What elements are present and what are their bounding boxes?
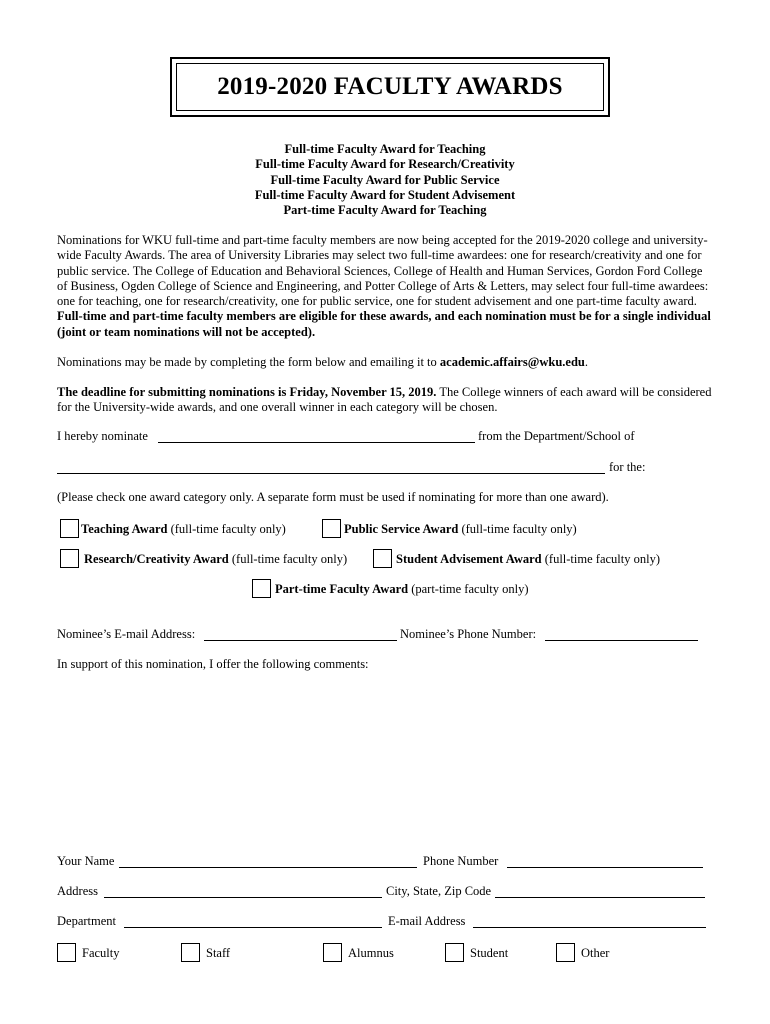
research-award-checkbox[interactable] xyxy=(60,549,79,568)
award-item: Part-time Faculty Award for Teaching xyxy=(283,203,487,218)
comments-label: In support of this nomination, I offer the following comments: xyxy=(57,657,369,671)
email-note xyxy=(57,355,713,370)
alumnus-checkbox[interactable] xyxy=(323,943,342,962)
staff-checkbox[interactable] xyxy=(181,943,200,962)
teaching-award-note: (full-time faculty only) xyxy=(167,522,286,536)
teaching-award-label xyxy=(81,521,286,537)
email-address-field[interactable] xyxy=(473,926,706,928)
award-item: Full-time Faculty Award for Public Service xyxy=(270,172,500,187)
nominate-suffix: for the: xyxy=(609,460,646,474)
public-service-award-name: Public Service Award xyxy=(344,522,459,536)
department-school-field[interactable] xyxy=(57,472,605,474)
your-name-field[interactable] xyxy=(119,866,417,868)
email-note-end: . xyxy=(584,355,588,369)
part-time-award-name: Part-time Faculty Award xyxy=(275,582,409,596)
staff-label: Staff xyxy=(206,946,231,960)
intro-bold-text: Full-time and part-time faculty members are eligible for these awards, and each nomination must be for a single individual (joint or team nominations will not be accepted). xyxy=(57,309,711,339)
part-time-award-checkbox[interactable] xyxy=(252,579,271,598)
alumnus-label: Alumnus xyxy=(348,946,394,960)
nominee-phone-field[interactable] xyxy=(545,639,698,641)
advisement-award-name: Student Advisement Award xyxy=(396,552,542,566)
other-label: Other xyxy=(581,946,610,960)
check-note: (Please check one award category only. A separate form must be used if nominating for more than one award). xyxy=(57,490,609,504)
department-field[interactable] xyxy=(124,926,382,928)
part-time-award-note: (part-time faculty only) xyxy=(408,582,529,596)
research-award-name: Research/Creativity Award xyxy=(84,552,229,566)
comments-area[interactable] xyxy=(57,680,713,840)
teaching-award-name: Teaching Award xyxy=(81,522,168,536)
email-address-label: E-mail Address xyxy=(388,914,466,928)
your-name-label: Your Name xyxy=(57,854,115,868)
public-service-award-note: (full-time faculty only) xyxy=(458,522,577,536)
deadline-bold: The deadline for submitting nominations is Friday, November 15, 2019. xyxy=(57,385,437,399)
part-time-award-label xyxy=(275,581,529,597)
advisement-award-note: (full-time faculty only) xyxy=(541,552,660,566)
nominate-middle: from the Department/School of xyxy=(478,429,635,443)
nominee-email-label: Nominee’s E-mail Address: xyxy=(57,627,196,641)
advisement-award-label xyxy=(396,551,660,567)
deadline-text: The College winners of each award will be considered for the University-wide awards, and one overall winner in each category will be chosen. xyxy=(57,385,712,415)
advisement-award-checkbox[interactable] xyxy=(373,549,392,568)
nominee-email-field[interactable] xyxy=(204,639,397,641)
student-checkbox[interactable] xyxy=(445,943,464,962)
award-item: Full-time Faculty Award for Student Advisement xyxy=(254,187,516,202)
address-field[interactable] xyxy=(104,896,382,898)
awards-list xyxy=(0,142,770,218)
faculty-checkbox[interactable] xyxy=(57,943,76,962)
other-checkbox[interactable] xyxy=(556,943,575,962)
research-award-label xyxy=(84,551,347,567)
faculty-label: Faculty xyxy=(82,946,120,960)
public-service-award-checkbox[interactable] xyxy=(322,519,341,538)
nominee-name-field[interactable] xyxy=(158,441,475,443)
address-label: Address xyxy=(57,884,98,898)
award-item: Full-time Faculty Award for Research/Creativity xyxy=(255,157,515,172)
deadline-paragraph xyxy=(57,385,713,416)
title-box xyxy=(170,57,610,117)
phone-number-label: Phone Number xyxy=(423,854,499,868)
student-label: Student xyxy=(470,946,509,960)
research-award-note: (full-time faculty only) xyxy=(228,552,348,566)
intro-text: Nominations for WKU full-time and part-time faculty members are now being accepted for the 2019-2020 college and university-wide Faculty Awards. The area of University Libraries may select two full-time awardees: one for research/creativity and one for public service. The College of Education and Behavioral Sciences, College of Health and Human Services, Gordon Ford College of Business, Ogden College of Science and Engineering, and Potter College of Arts & Letters, may select four full-time awardees: one for teaching, one for research/creativity, one for public service, one for student advisement and one part-time faculty award. xyxy=(57,233,709,309)
nominate-prefix: I hereby nominate xyxy=(57,429,148,443)
contact-email-link[interactable]: academic.affairs@wku.edu xyxy=(439,355,585,369)
department-label: Department xyxy=(57,914,117,928)
phone-number-field[interactable] xyxy=(507,866,703,868)
page-title: 2019-2020 FACULTY AWARDS xyxy=(176,63,604,111)
email-note-text: Nominations may be made by completing the form below and emailing it to xyxy=(57,355,440,369)
city-state-zip-field[interactable] xyxy=(495,896,705,898)
intro-paragraph xyxy=(57,233,713,340)
teaching-award-checkbox[interactable] xyxy=(60,519,79,538)
city-state-zip-label: City, State, Zip Code xyxy=(386,884,492,898)
award-item: Full-time Faculty Award for Teaching xyxy=(284,142,486,156)
public-service-award-label xyxy=(344,521,577,537)
nominee-phone-label: Nominee’s Phone Number: xyxy=(400,627,537,641)
